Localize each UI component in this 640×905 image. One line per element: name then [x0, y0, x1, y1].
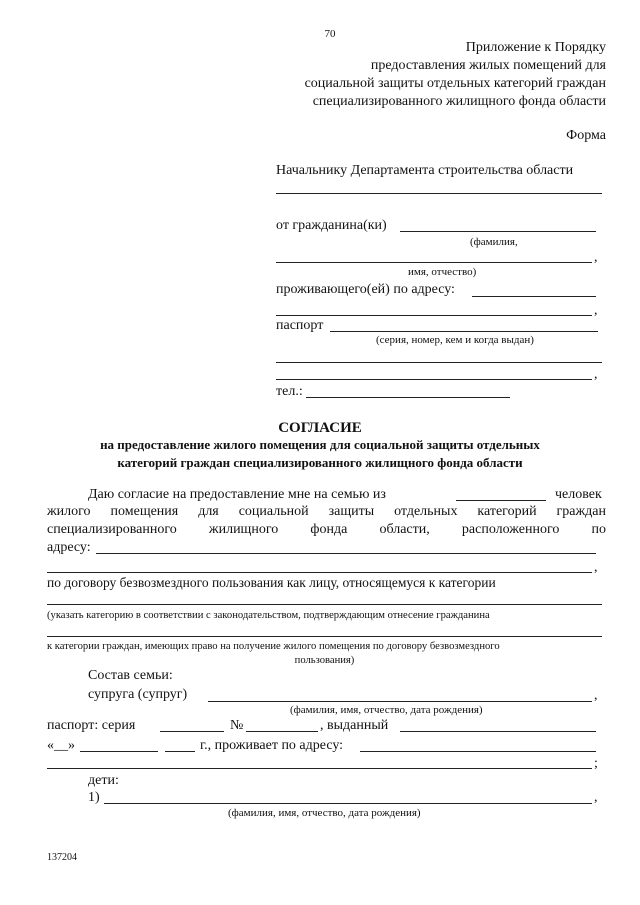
semicolon: ;: [594, 756, 598, 771]
surname-field-line[interactable]: [400, 231, 596, 232]
series-field-line[interactable]: [160, 731, 224, 732]
residence-label: г., проживает по адресу:: [200, 738, 344, 753]
consent-text-line-3: специализированного жилищного фонда области, расположенного по: [47, 522, 606, 537]
category-field-line[interactable]: [47, 604, 602, 605]
children-label: дети:: [88, 773, 119, 788]
residence-field-line[interactable]: [360, 751, 596, 752]
child-1-field-line[interactable]: [104, 803, 592, 804]
passport-hint: (серия, номер, кем и когда выдан): [376, 334, 534, 346]
issued-field-line[interactable]: [400, 731, 596, 732]
comma: ,: [594, 560, 598, 575]
family-size-field-line[interactable]: [456, 500, 546, 501]
surname-hint: (фамилия,: [470, 236, 518, 248]
number-field-line[interactable]: [246, 731, 318, 732]
residence-field-line-2[interactable]: [47, 768, 592, 769]
premises-address-line-2[interactable]: [47, 572, 592, 573]
document-subtitle-1: на предоставление жилого помещения для социальной защиты отдельных: [100, 437, 540, 452]
consent-text-line-2: жилого помещения для социальной защиты отдельных категорий граждан: [47, 504, 606, 519]
date-quote: «__»: [47, 738, 75, 753]
passport-field-line-3[interactable]: [276, 379, 592, 380]
page-number: 70: [324, 28, 336, 40]
address-field-line[interactable]: [472, 296, 596, 297]
spouse-hint: (фамилия, имя, отчество, дата рождения): [290, 704, 483, 716]
name-hint: имя, отчество): [408, 266, 477, 278]
appendix-line-1: Приложение к Порядку: [465, 40, 606, 55]
address-field-line-2[interactable]: [276, 315, 592, 316]
family-label: Состав семьи:: [88, 668, 173, 683]
document-title: СОГЛАСИЕ: [278, 420, 362, 436]
passport-series-label: паспорт: серия: [47, 718, 136, 733]
addressee: Начальнику Департамента строительства области: [276, 163, 574, 178]
comma: ,: [594, 303, 598, 318]
document-subtitle-2: категорий граждан специализированного жилищного фонда области: [117, 455, 523, 470]
from-label: от гражданина(ки): [276, 218, 387, 233]
spouse-label: супруга (супруг): [88, 687, 188, 702]
appendix-line-3: социальной защиты отдельных категорий граждан: [304, 76, 606, 91]
name-field-line[interactable]: [276, 262, 592, 263]
category-hint-3: пользования): [294, 655, 355, 666]
addressee-line[interactable]: [276, 193, 602, 194]
comma: ,: [594, 790, 598, 805]
appendix-line-2: предоставления жилых помещений для: [370, 58, 606, 73]
category-field-line-2[interactable]: [47, 636, 602, 637]
passport-field-line-2[interactable]: [276, 362, 602, 363]
appendix-line-4: специализированного жилищного фонда области: [312, 94, 606, 109]
passport-label: паспорт: [276, 318, 324, 333]
consent-text-end: человек: [555, 487, 602, 502]
date-month-line[interactable]: [80, 751, 158, 752]
category-hint-2: к категории граждан, имеющих право на получение жилого помещения по договору безвозмездного: [47, 641, 500, 652]
spouse-field-line[interactable]: [208, 701, 592, 702]
date-year-line[interactable]: [165, 751, 195, 752]
residing-label: проживающего(ей) по адресу:: [276, 282, 455, 297]
premises-address-line[interactable]: [96, 553, 596, 554]
address-label: адресу:: [47, 540, 91, 555]
number-sign: №: [230, 718, 244, 733]
phone-field-line[interactable]: [306, 397, 510, 398]
passport-field-line[interactable]: [330, 331, 598, 332]
phone-label: тел.:: [276, 384, 303, 399]
contract-line: по договору безвозмездного пользования как лицу, относящемуся к категории: [47, 575, 496, 590]
child-1-number: 1): [88, 790, 100, 805]
comma: ,: [594, 367, 598, 382]
issued-label: , выданный: [320, 718, 389, 733]
consent-text-start: Даю согласие на предоставление мне на семью из: [88, 487, 386, 502]
form-label: Форма: [566, 128, 606, 143]
footer-code: 137204: [47, 852, 77, 863]
child-hint: (фамилия, имя, отчество, дата рождения): [228, 807, 421, 819]
category-hint-1: (указать категорию в соответствии с законодательством, подтверждающим отнесение гражданина: [47, 610, 490, 621]
comma: ,: [594, 688, 598, 703]
comma: ,: [594, 250, 598, 265]
